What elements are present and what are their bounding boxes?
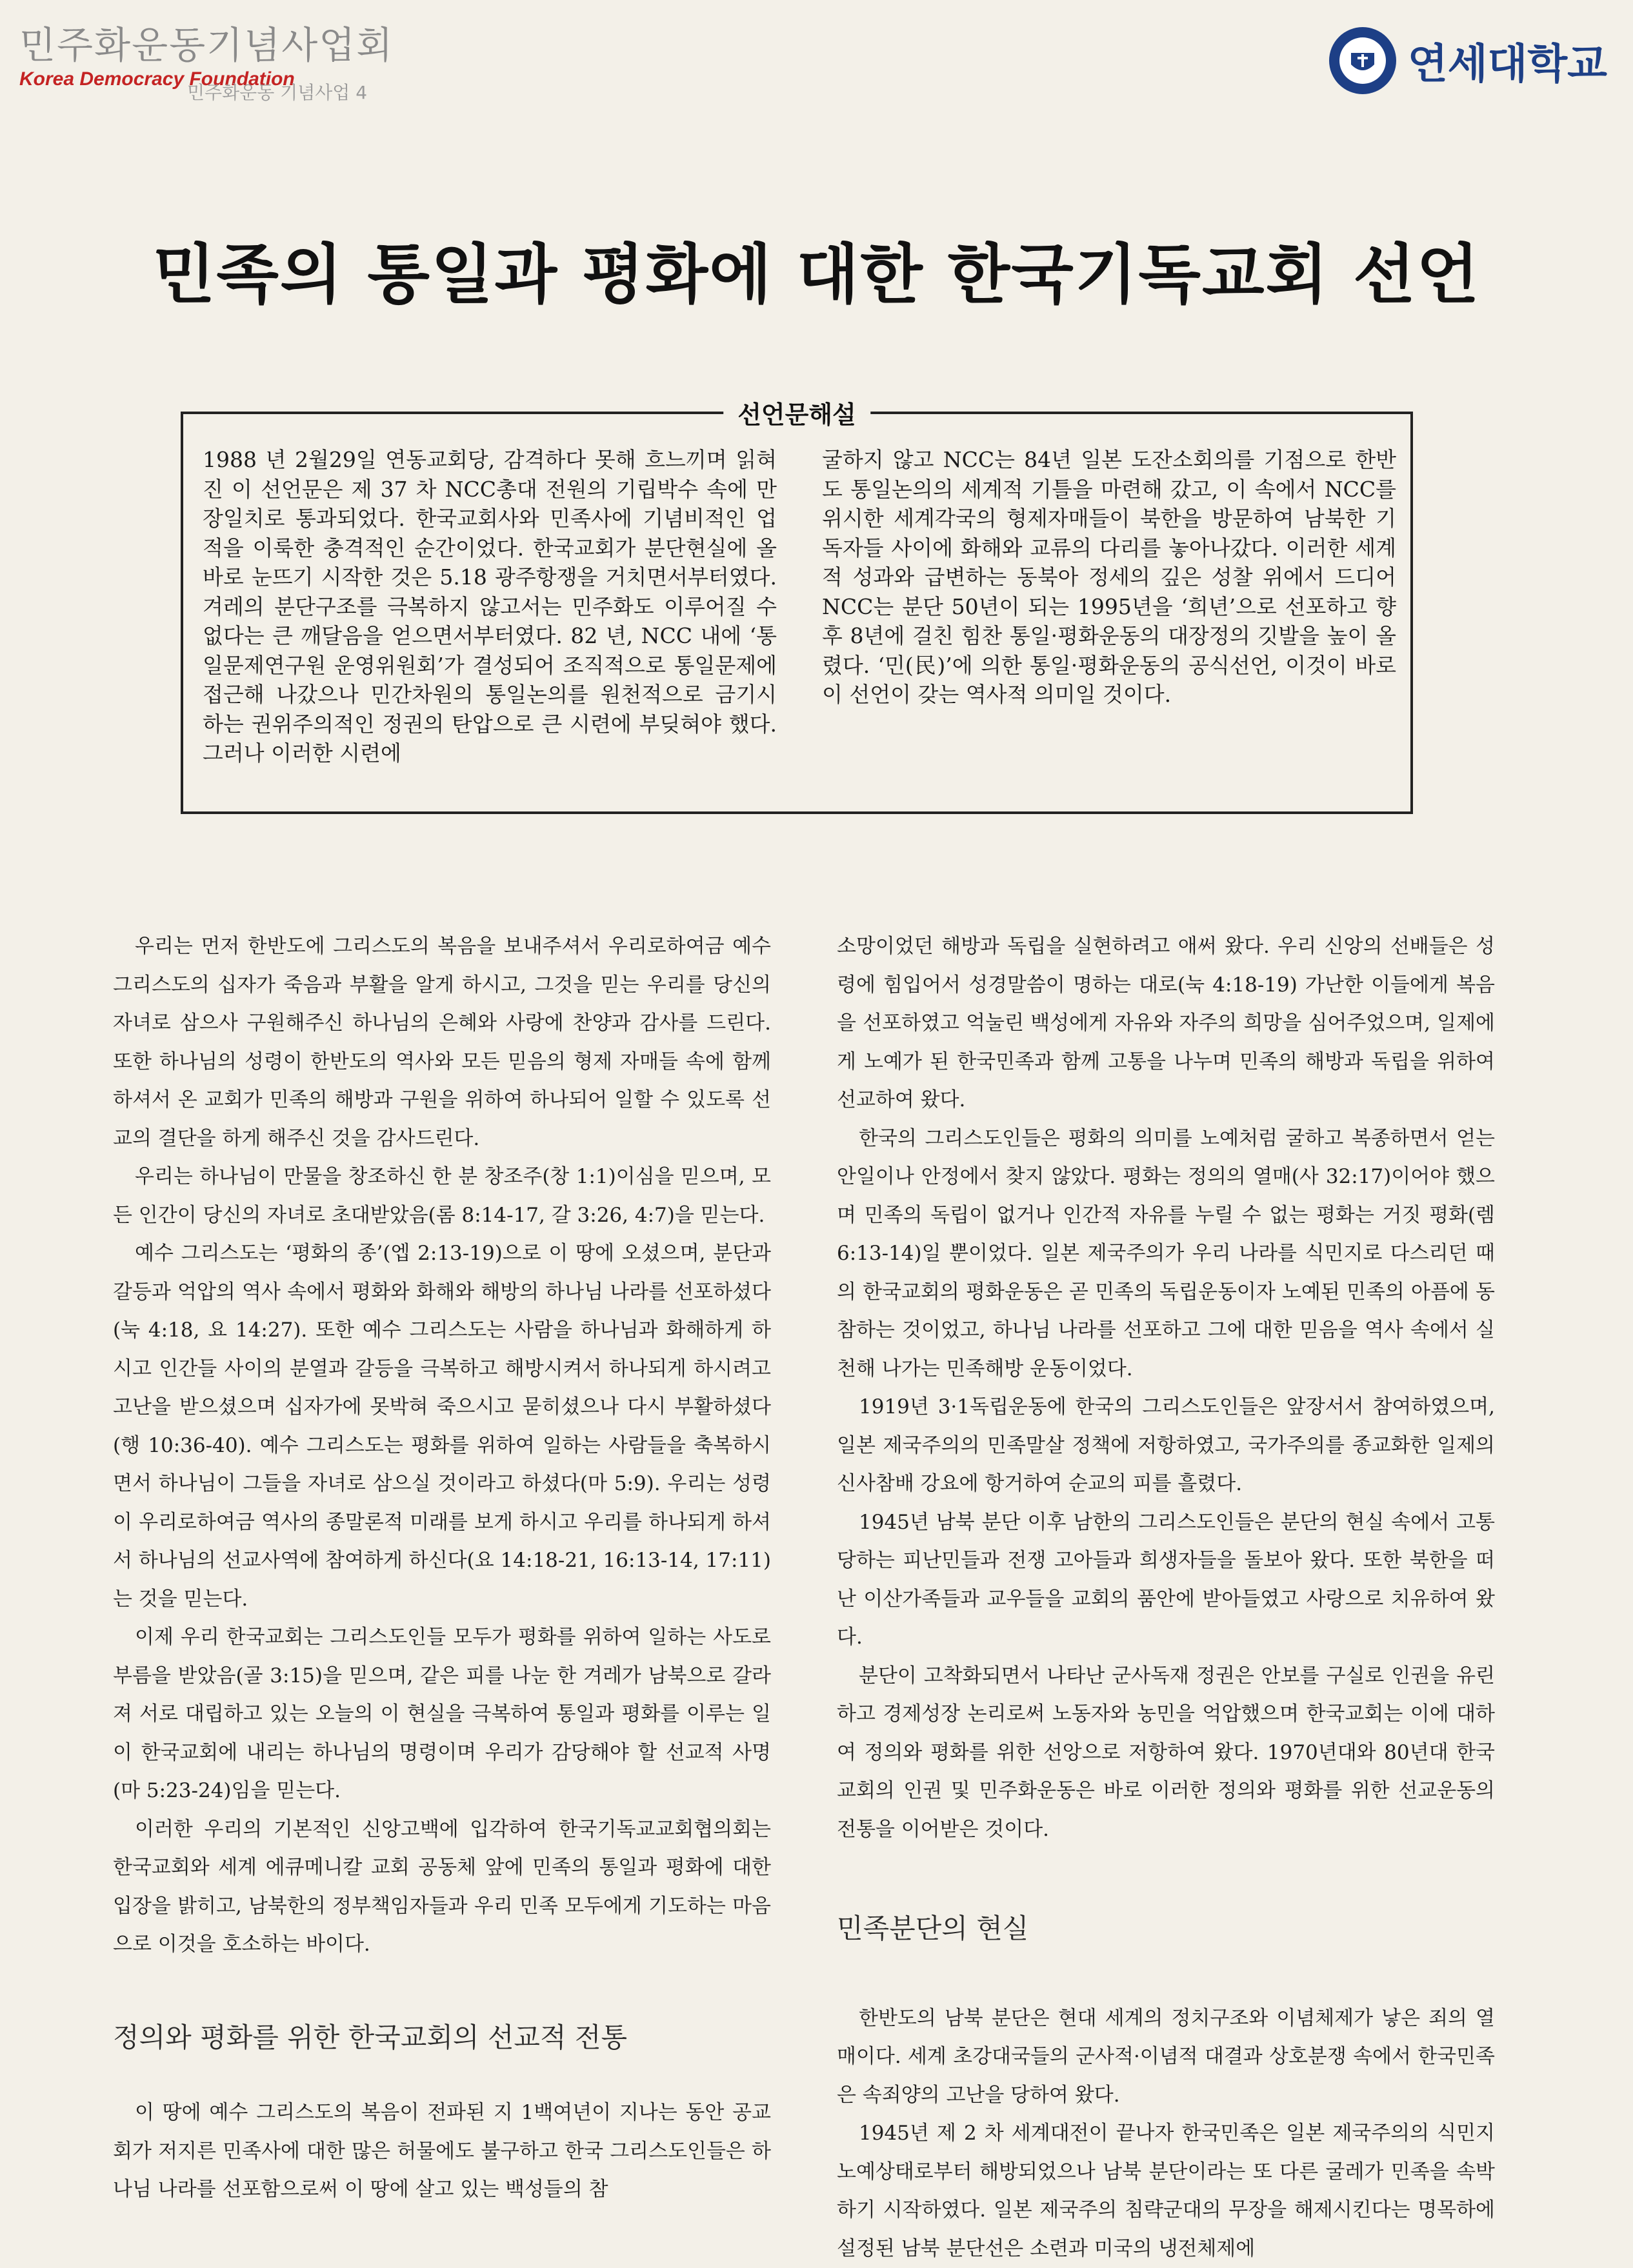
body-paragraph: 우리는 먼저 한반도에 그리스도의 복음을 보내주셔서 우리로하여금 예수 그리스도의 십자가 죽음과 부활을 알게 하시고, 그것을 믿는 우리를 당신의 자녀로 삼으사 구원해주신 하나님의 은혜와 사랑에 찬양과 감사를 드린다. 또한 하나님의 성령이 한반도의 역사와 모든 믿음의 형제 자매들 속에 함께 하셔서 온 교회가 민족의 해방과 구원을 위하여 하나되어 일할 수 있도록 선교의 결단을 하게 해주신 것을 감사드린다. [113, 935, 771, 1150]
archive-korean-name: 민주화운동기념사업회 [19, 23, 394, 67]
commentary-left-text: 1988 년 2월29일 연동교회당, 감격하다 못해 흐느끼며 읽혀진 이 선언문은 제 37 차 NCC총대 전원의 기립박수 속에 만장일치로 통과되었다. 한국교회사와 민족사에 기념비적인 업적을 이룩한 충격적인 순간이었다. 한국교회가 분단현실에 올바로 눈뜨기 시작한 것은 5.18 광주항쟁을 거치면서부터였다. 겨레의 분단구조를 극복하지 않고서는 민주화도 이루어질 수 없다는 큰 깨달음을 얻으면서부터였다. 82 년, NCC 내에 ‘통일문제연구원 운영위원회’가 결성되어 조직적으로 통일문제에 접근해 나갔으나 민간차원의 통일논의를 원천적으로 금기시 하는 권위주의적인 정권의 탄압으로 큰 시련에 부딪혀야 했다. 그러나 이러한 시련에 [203, 447, 777, 766]
body-paragraph: 1919년 3·1독립운동에 한국의 그리스도인들은 앞장서서 참여하였으며, 일본 제국주의의 민족말살 정책에 저항하였고, 국가주의를 종교화한 일제의 신사참배 강요에 항거하여 순교의 피를 흘렸다. [837, 1395, 1495, 1495]
university-seal-icon [1329, 27, 1396, 94]
commentary-label: 선언문해설 [723, 395, 870, 430]
archive-stamp [19, 23, 394, 103]
handwritten-note: 민주화운동 기념사업 4 [187, 82, 368, 103]
body-paragraph: 소망이었던 해방과 독립을 실현하려고 애써 왔다. 우리 신앙의 선배들은 성령에 힘입어서 성경말씀이 명하는 대로(눅 4:18-19) 가난한 이들에게 복음을 선포하였고 억눌린 백성에게 자유와 자주의 희망을 심어주었으며, 일제에게 노예가 된 한국민족과 함께 고통을 나누며 민족의 해방과 독립을 위하여 선교하여 왔다. [837, 935, 1495, 1111]
commentary-box [181, 401, 1413, 814]
body-left-column [113, 928, 771, 2209]
archive-english-name: Korea Democracy Foundation [19, 68, 295, 90]
commentary-right-text: 굴하지 않고 NCC는 84년 일본 도잔소회의를 기점으로 한반도 통일논의의 세계적 기틀을 마련해 갔고, 이 속에서 NCC를 위시한 세계각국의 형제자매들이 북한을 방문하여 남북한 기독자들 사이에 화해와 교류의 다리를 놓아나갔다. 이러한 세계적 성과와 급변하는 동북아 정세의 깊은 성찰 위에서 드디어 NCC는 분단 50년이 되는 1995년을 ‘희년’으로 선포하고 향후 8년에 걸친 힘찬 통일·평화운동의 대장정의 깃발을 높이 올렸다. ‘민(民)’에 의한 통일·평화운동의 공식선언, 이것이 바로 이 선언이 갖는 역사적 의미일 것이다. [822, 447, 1396, 707]
body-paragraph: 분단이 고착화되면서 나타난 군사독재 정권은 안보를 구실로 인권을 유린하고 경제성장 논리로써 노동자와 농민을 억압했으며 한국교회는 이에 대하여 정의와 평화를 위한 선앙으로 저항하여 왔다. 1970년대와 80년대 한국교회의 인권 및 민주화운동은 바로 이러한 정의와 평화를 위한 선교운동의 전통을 이어받은 것이다. [837, 1664, 1495, 1841]
body-paragraph: 1945년 남북 분단 이후 남한의 그리스도인들은 분단의 현실 속에서 고통당하는 피난민들과 전쟁 고아들과 희생자들을 돌보아 왔다. 또한 북한을 떠난 이산가족들과 교우들을 교회의 품안에 받아들였고 사랑으로 치유하여 왔다. [837, 1510, 1495, 1649]
body-paragraph: 우리는 하나님이 만물을 창조하신 한 분 창조주(창 1:1)이심을 믿으며, 모든 인간이 당신의 자녀로 초대받았음(롬 8:14-17, 갈 3:26, 4:7)을 믿는다. [113, 1165, 771, 1227]
body-paragraph: 이제 우리 한국교회는 그리스도인들 모두가 평화를 위하여 일하는 사도로 부름을 받았음(골 3:15)을 믿으며, 같은 피를 나눈 한 겨레가 남북으로 갈라져 서로 대립하고 있는 오늘의 이 현실을 극복하여 통일과 평화를 이루는 일이 한국교회에 내리는 하나님의 명령이며 우리가 감당해야 할 선교적 사명(마 5:23-24)임을 믿는다. [113, 1626, 771, 1802]
body-paragraph: 1945년 제 2 차 세계대전이 끝나자 한국민족은 일본 제국주의의 식민지 노예상태로부터 해방되었으나 남북 분단이라는 또 다른 굴레가 민족을 속박하기 시작하였다. 일본 제국주의 침략군대의 무장을 해제시킨다는 명목하에 설정된 남북 분단선은 소련과 미국의 냉전체제에 [837, 2122, 1495, 2260]
body-paragraph: 한반도의 남북 분단은 현대 세계의 정치구조와 이념체제가 낳은 죄의 열매이다. 세계 초강대국들의 군사적·이념적 대결과 상호분쟁 속에서 한국민족은 속죄양의 고난을 당하여 왔다. [837, 2006, 1495, 2107]
body-paragraph: 이 땅에 예수 그리스도의 복음이 전파된 지 1백여년이 지나는 동안 공교회가 저지른 민족사에 대한 많은 허물에도 불구하고 한국 그리스도인들은 하나님 나라를 선포함으로써 이 땅에 살고 있는 백성들의 참 [113, 2101, 771, 2201]
section-heading-mission-tradition: 정의와 평화를 위한 한국교회의 선교적 전통 [113, 2021, 628, 2053]
body-right-column [837, 928, 1495, 2268]
page-title: 민족의 통일과 평화에 대한 한국기독교회 선언 [152, 237, 1481, 312]
university-logo [1329, 27, 1607, 94]
body-paragraph: 한국의 그리스도인들은 평화의 의미를 노예처럼 굴하고 복종하면서 얻는 안일이나 안정에서 찾지 않았다. 평화는 정의의 열매(사 32:17)이어야 했으며 민족의 독립이 없거나 인간적 자유를 누릴 수 없는 평화는 거짓 평화(렘 6:13-14)일 뿐이었다. 일본 제국주의가 우리 나라를 식민지로 다스리던 때의 한국교회의 평화운동은 곧 민족의 독립운동이자 노예된 민족의 아픔에 동참하는 것이었고, 하나님 나라를 선포하고 그에 대한 믿음을 역사 속에서 실천해 나가는 민족해방 운동이었다. [837, 1126, 1495, 1380]
commentary-right-column [822, 445, 1396, 710]
section-heading-division-reality: 민족분단의 현실 [837, 1913, 1029, 1944]
commentary-left-column [203, 445, 777, 768]
body-paragraph: 이러한 우리의 기본적인 신앙고백에 입각하여 한국기독교교회협의회는 한국교회와 세계 에큐메니칼 교회 공동체 앞에 민족의 통일과 평화에 대한 입장을 밝히고, 남북한의 정부책임자들과 우리 민족 모두에게 기도하는 마음으로 이것을 호소하는 바이다. [113, 1817, 771, 1956]
university-name: 연세대학교 [1407, 41, 1607, 88]
body-paragraph: 예수 그리스도는 ‘평화의 종’(엡 2:13-19)으로 이 땅에 오셨으며, 분단과 갈등과 억압의 역사 속에서 평화와 화해와 해방의 하나님 나라를 선포하셨다(눅 4:18, 요 14:27). 또한 예수 그리스도는 사람을 하나님과 화해하게 하시고 인간들 사이의 분열과 갈등을 극복하고 해방시켜서 하나되게 하시려고 고난을 받으셨으며 십자가에 못박혀 죽으시고 묻히셨으나 다시 부활하셨다(행 10:36-40). 예수 그리스도는 평화를 위하여 일하는 사람들을 축복하시면서 하나님이 그들을 자녀로 삼으실 것이라고 하셨다(마 5:9). 우리는 성령이 우리로하여금 역사의 종말론적 미래를 보게 하시고 우리를 하나되게 하셔서 하나님의 선교사역에 참여하게 하신다(요 14:18-21, 16:13-14, 17:11)는 것을 믿는다. [113, 1242, 771, 1611]
